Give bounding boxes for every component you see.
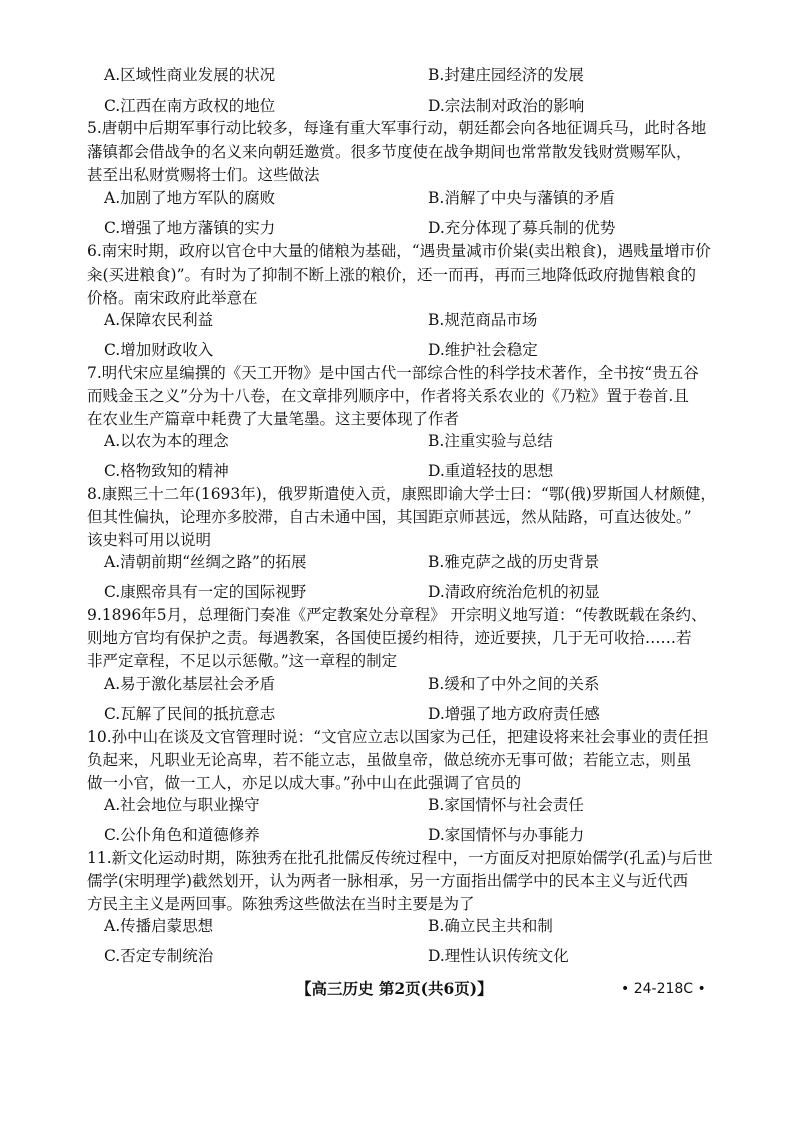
q5-stem-line-3: 甚至出私财赏赐将士们。这些做法 [87, 166, 320, 184]
q9-option-a: A.易于激化基层社会矛盾 [104, 675, 276, 693]
q11-stem-line-2: 儒学(宋明理学)截然划开，认为两者一脉相承，另一方面指出儒学中的民本主义与近代西 [87, 872, 689, 890]
q5-stem-line-2: 藩镇都会借战争的名义来向朝廷邀赏。很多节度使在战争期间也常常散发钱财赏赐军队， [87, 143, 692, 161]
q7-option-a: A.以农为本的理念 [104, 432, 229, 450]
q8-stem-line-2: 但其性偏执，论理亦多胶滞，自古未通中国，其国距京师甚远，然从陆路，可直达彼处。” [87, 508, 692, 526]
q4-option-a: A.区域性商业发展的状况 [104, 66, 276, 84]
q9-option-b: B.缓和了中外之间的关系 [428, 675, 600, 693]
q6-stem-line-1: 6.南宋时期，政府以官仓中大量的储粮为基础，“遇贵量减市价粜(卖出粮食)，遇贱量增市价 [87, 242, 711, 260]
q8-option-a: A.清朝前期“丝绸之路”的拓展 [104, 553, 307, 571]
q10-option-a: A.社会地位与职业操守 [104, 796, 260, 814]
q11-option-b: B.确立民主共和制 [428, 917, 553, 935]
q4-option-b: B.封建庄园经济的发展 [428, 66, 584, 84]
q10-stem-line-2: 负起来，凡职业无论高卑，若不能立志，虽做皇帝，做总统亦无事可做；若能立志，则虽 [87, 751, 692, 769]
q7-stem-line-2: 而贱金玉之义”分为十八卷，在文章排列顺序中，作者将关系农业的《乃粒》置于卷首.且 [87, 387, 689, 405]
q11-stem-line-3: 方民主主义是两回事。陈独秀这些做法在当时主要是为了 [87, 895, 475, 913]
q9-stem-line-2: 则地方官均有保护之责。每遇教案，各国使臣援约相待，迹近要挟，几于无可收拾……若 [87, 629, 692, 647]
q8-option-c: C.康熙帝具有一定的国际视野 [104, 583, 307, 601]
exam-code: • 24-218C • [621, 981, 706, 997]
q11-stem-line-1: 11.新文化运动时期，陈独秀在批孔批儒反传统过程中，一方面反对把原始儒学(孔孟)与后世 [87, 849, 713, 867]
q5-stem-line-1: 5.唐朝中后期军事行动比较多，每逢有重大军事行动，朝廷都会向各地征调兵马，此时各地 [87, 119, 707, 137]
q7-stem-line-1: 7.明代宋应星编撰的《天工开物》是中国古代一部综合性的科学技术著作，全书按“贵五谷 [87, 364, 699, 382]
q10-stem-line-3: 做一小官，做一工人，亦足以成大事。”孙中山在此强调了官员的 [87, 774, 522, 792]
q7-option-b: B.注重实验与总结 [428, 432, 553, 450]
q4-option-c: C.江西在南方政权的地位 [104, 97, 276, 115]
q10-option-d: D.家国情怀与办事能力 [428, 826, 585, 844]
q9-option-c: C.瓦解了民间的抵抗意志 [104, 705, 276, 723]
q5-option-b: B.消解了中央与藩镇的矛盾 [428, 189, 615, 207]
q10-option-b: B.家国情怀与社会责任 [428, 796, 584, 814]
q11-option-c: C.否定专制统治 [104, 947, 214, 965]
q5-option-d: D.充分体现了募兵制的优势 [428, 219, 616, 237]
q9-stem-line-3: 非严定章程，不足以示惩儆。”这一章程的制定 [87, 652, 398, 670]
q7-option-c: C.格物致知的精神 [104, 462, 229, 480]
q6-stem-line-2: 籴(买进粮食)”。有时为了抑制不断上涨的粮价，还一而再，再而三地降低政府抛售粮食的 [87, 266, 697, 284]
q6-option-a: A.保障农民利益 [104, 311, 214, 329]
q7-option-d: D.重道轻技的思想 [428, 462, 554, 480]
q8-option-b: B.雅克萨之战的历史背景 [428, 553, 600, 571]
q6-option-d: D.维护社会稳定 [428, 341, 538, 359]
q6-stem-line-3: 价格。南宋政府此举意在 [87, 289, 258, 307]
q6-option-b: B.规范商品市场 [428, 311, 538, 329]
q8-stem-line-3: 该史料可用以说明 [87, 531, 212, 549]
q7-stem-line-3: 在农业生产篇章中耗费了大量笔墨。这主要体现了作者 [87, 410, 460, 428]
q9-stem-line-1: 9.1896年5月，总理衙门奏准《严定教案处分章程》 开宗明义地写道：“传教既载在条约、 [87, 606, 707, 624]
q11-option-d: D.理性认识传统文化 [428, 947, 569, 965]
q11-option-a: A.传播启蒙思想 [104, 917, 214, 935]
q8-option-d: D.清政府统治危机的初显 [428, 583, 600, 601]
q9-option-d: D.增强了地方政府责任感 [428, 705, 600, 723]
q5-option-c: C.增强了地方藩镇的实力 [104, 219, 276, 237]
q4-option-d: D.宗法制对政治的影响 [428, 97, 585, 115]
page-footer-label: 【高三历史 第2页(共6页)】 [296, 979, 493, 998]
q10-option-c: C.公仆角色和道德修养 [104, 826, 260, 844]
q6-option-c: C.增加财政收入 [104, 341, 214, 359]
q5-option-a: A.加剧了地方军队的腐败 [104, 189, 276, 207]
q8-stem-line-1: 8.康熙三十二年(1693年)，俄罗斯遣使入贡，康熙即谕大学士曰：“鄂(俄)罗斯国人材颇健， [87, 485, 716, 503]
q10-stem-line-1: 10.孙中山在谈及文官管理时说：“文官应立志以国家为己任，把建设将来社会事业的责任担 [87, 728, 709, 746]
